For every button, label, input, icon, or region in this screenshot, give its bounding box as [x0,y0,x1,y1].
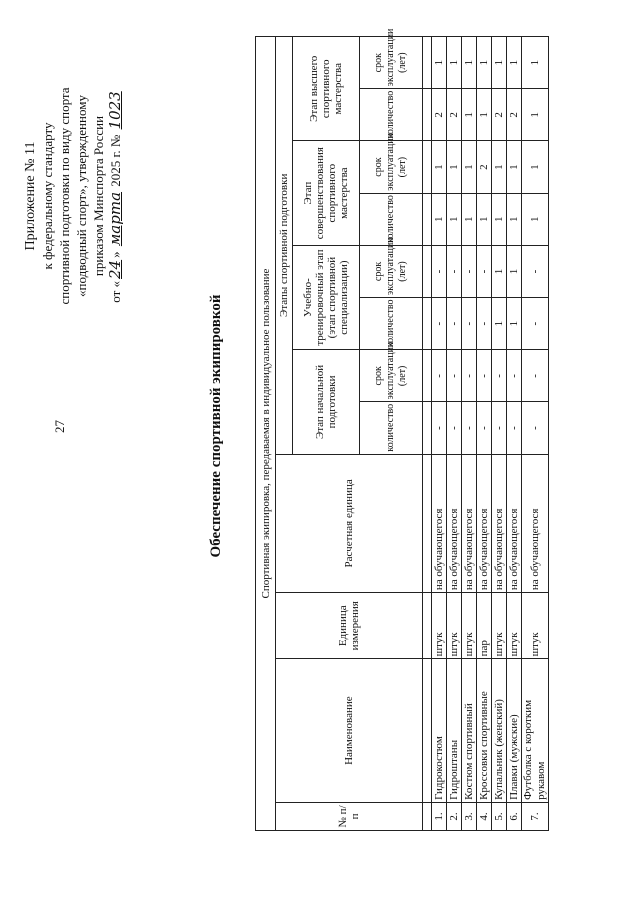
cell-quantity: 1 [447,193,462,245]
cell-quantity: 2 [492,89,507,141]
row-unit: штук [447,593,462,659]
header-stage-improvement: Этап совершенствования спортивного мастерства [293,141,360,245]
row-number: 7. [522,802,549,830]
cell-quantity: 1 [507,298,522,350]
cell-term: 1 [432,37,447,89]
row-calc-unit: на обучающегося [477,454,492,593]
cell-quantity: - [432,402,447,454]
cell-quantity: - [477,298,492,350]
table-row [522,37,549,831]
date-month-handwritten: марта [106,191,124,247]
cell-quantity: 1 [492,298,507,350]
row-name: Футболка с коротким рукавом [522,659,549,803]
row-unit: штук [507,593,522,659]
row-number: 2. [447,802,462,830]
table-row [432,37,447,831]
row-number: 6. [507,802,522,830]
cell-term: - [447,245,462,297]
cell-term: 1 [492,141,507,193]
row-name: Костюм спортивный [462,659,477,803]
blank-row [423,37,432,831]
row-name: Плавки (мужские) [507,659,522,803]
row-calc-unit: на обучающегося [492,454,507,593]
cell-quantity: 1 [477,89,492,141]
row-name: Гидрокостюм [432,659,447,803]
row-unit: пар [477,593,492,659]
annex-line-1: к федеральному стандарту [40,122,55,270]
cell-quantity: - [462,402,477,454]
table-row [492,37,507,831]
cell-quantity: - [477,402,492,454]
date-year: 2025 г. № [108,134,123,187]
header-stages: Этапы спортивной подготовки [276,37,293,455]
row-unit: штук [462,593,477,659]
row-name: Гидроштаны [447,659,462,803]
cell-term: 1 [462,141,477,193]
cell-quantity: 2 [432,89,447,141]
header-calc-unit: Расчетная единица [276,454,423,593]
table-row [477,37,492,831]
table-body [432,37,549,831]
cell-quantity: 1 [462,89,477,141]
row-unit: штук [432,593,447,659]
cell-term: 1 [507,37,522,89]
annex-block [22,41,124,351]
page-number: 27 [52,420,67,433]
cell-term: 1 [462,37,477,89]
table-caption: Спортивная экипировка, передаваемая в индивидуальное пользование [256,37,276,831]
cell-quantity: 1 [462,193,477,245]
cell-term: 2 [477,141,492,193]
row-calc-unit: на обучающегося [447,454,462,593]
table-row [507,37,522,831]
cell-term: - [477,350,492,402]
cell-term: - [447,350,462,402]
date-day-handwritten: 24 [106,259,124,279]
header-term: срок эксплуатации (лет) [360,141,423,193]
annex-title: Приложение № 11 [23,141,38,251]
header-qty: количество [360,193,423,245]
header-term: срок эксплуатации (лет) [360,350,423,402]
header-stage-higher: Этап высшего спортивного мастерства [293,37,360,142]
header-term: срок эксплуатации (лет) [360,37,423,89]
cell-term: 1 [432,141,447,193]
cell-quantity: - [492,402,507,454]
header-name: Наименование [276,659,423,803]
cell-term: - [477,245,492,297]
cell-quantity: 1 [492,193,507,245]
header-stage-initial: Этап начальной подготовки [293,350,360,454]
cell-term: - [462,245,477,297]
cell-term: - [522,350,549,402]
cell-term: - [522,245,549,297]
cell-quantity: 1 [477,193,492,245]
row-calc-unit: на обучающегося [432,454,447,593]
order-number-handwritten: 1023 [106,91,124,130]
cell-quantity: 1 [522,89,549,141]
page-heading: Обеспечение спортивной экипировкой [208,294,224,558]
header-term: срок эксплуатации (лет) [360,245,423,297]
cell-term: 1 [447,37,462,89]
annex-line-4: приказом Минспорта России [91,115,106,277]
annex-date-line [107,41,124,351]
row-calc-unit: на обучающегося [507,454,522,593]
cell-quantity: 1 [507,193,522,245]
table-row [447,37,462,831]
row-number: 5. [492,802,507,830]
cell-term: 1 [507,245,522,297]
cell-term: - [462,350,477,402]
cell-quantity: 2 [507,89,522,141]
cell-term: - [492,350,507,402]
cell-term: 1 [522,37,549,89]
row-number: 4. [477,802,492,830]
cell-quantity: - [522,402,549,454]
cell-term: - [507,350,522,402]
annex-line-3: «подводный спорт», утвержденному [74,95,89,297]
date-prefix: от « [108,280,123,303]
header-stage-training: Учебно-тренировочный этап (этап спортивной специализации) [293,245,360,349]
cell-quantity: - [522,298,549,350]
cell-quantity: 2 [447,89,462,141]
cell-term: 1 [492,245,507,297]
row-calc-unit: на обучающегося [462,454,477,593]
row-calc-unit: на обучающегося [522,454,549,593]
cell-term: 1 [492,37,507,89]
row-unit: штук [492,593,507,659]
cell-term: 1 [507,141,522,193]
row-name: Купальник (женский) [492,659,507,803]
equipment-table [255,28,549,831]
cell-quantity: 1 [432,193,447,245]
cell-quantity: - [462,298,477,350]
cell-term: 1 [522,141,549,193]
header-unit: Единица измерения [276,593,423,659]
cell-term: 1 [447,141,462,193]
row-unit: штук [522,593,549,659]
cell-quantity: - [507,402,522,454]
cell-quantity: 1 [522,193,549,245]
cell-quantity: - [447,402,462,454]
cell-term: 1 [477,37,492,89]
header-qty: количество [360,298,423,350]
date-mid: » [108,251,123,258]
row-number: 3. [462,802,477,830]
annex-line-2: спортивной подготовки по виду спорта [57,87,72,305]
header-num: № п/п [276,802,423,830]
header-qty: количество [360,402,423,454]
row-number: 1. [432,802,447,830]
row-name: Кроссовки спортивные [477,659,492,803]
table-row [462,37,477,831]
cell-quantity: - [447,298,462,350]
cell-term: - [432,350,447,402]
header-qty: количество [360,89,423,141]
cell-term: - [432,245,447,297]
cell-quantity: - [432,298,447,350]
